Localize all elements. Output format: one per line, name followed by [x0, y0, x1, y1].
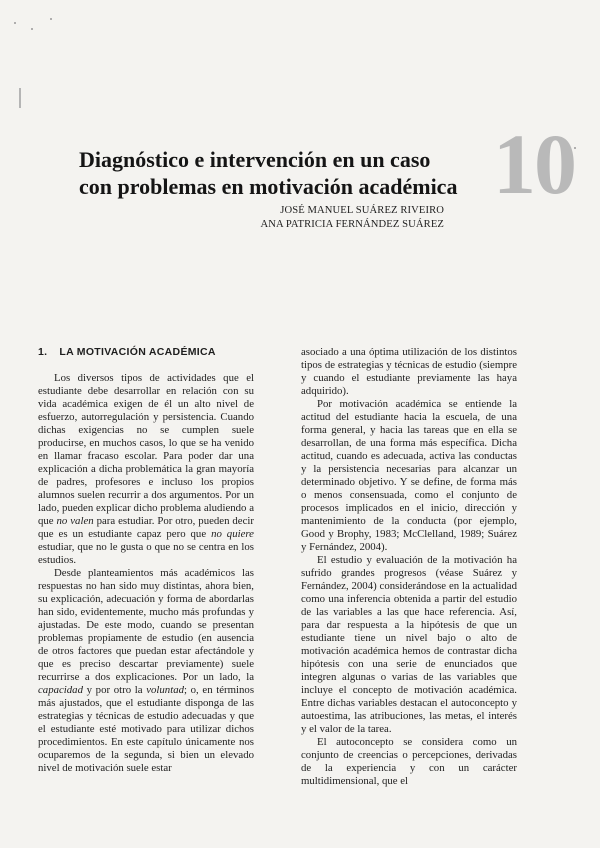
- paragraph: El estudio y evaluación de la motivación ha sufrido grandes progresos (véase Suárez y Fernández, 2004) considerándose en la actualidad como una inferencia obtenida a partir del estudio de las variables a las que hace referencia. Así, para dar respuesta a la hipótesis de que un estudiante tiene un nivel bajo o alto de motivación académica hemos de contrastar dicha hipótesis con una serie de enunciados que integren algunas o varias de las variables que incluye el concepto de motivación académica. Entre dichas variables destacan el autoconcepto y autoestima, las atribuciones, las metas, el interés y el valor de la tarea.: [301, 554, 517, 735]
- chapter-title-line-1: Diagnóstico e intervención en un caso: [79, 147, 431, 172]
- emphasis-text: no valen: [56, 515, 94, 527]
- author-name: JOSÉ MANUEL SUÁREZ RIVEIRO: [280, 205, 444, 216]
- right-column: [301, 346, 517, 788]
- chapter-number: 10: [493, 116, 575, 212]
- paragraph-text: y por otro la: [86, 684, 143, 696]
- emphasis-text: no quiere: [211, 528, 254, 540]
- paragraph-text: para estudiar. Por otro, pueden decir que es un estudiante capaz pero que: [38, 515, 254, 540]
- scan-artifact: [19, 88, 21, 108]
- emphasis-text: voluntad: [146, 684, 185, 696]
- author-name: ANA PATRICIA FERNÁNDEZ SUÁREZ: [260, 219, 444, 230]
- paragraph: [38, 372, 254, 567]
- paragraph: [38, 567, 254, 775]
- emphasis-text: capacidad: [38, 684, 83, 696]
- section-number: 1.: [38, 346, 48, 358]
- paragraph-text: estudiar, que no le gusta o que no se centra en los estudios.: [38, 541, 254, 566]
- paragraph-text: Desde planteamientos más académicos las respuestas no han sido muy distintas, ahora bien, su explicación, adecuación y forma de abordarlas han sido, evidentemente, mucho más profundas y ajustadas. De este modo, cuando se presentan problemas propiamente de estudio (en ausencia de otros factores que puedan estar afectándole y que es preciso descartar previamente) suele recurrirse a dos explicaciones. Por un lado, la: [38, 567, 254, 683]
- section-heading: [38, 346, 216, 359]
- author-list: [260, 204, 444, 232]
- left-column: [38, 372, 254, 775]
- section-title: LA MOTIVACIÓN ACADÉMICA: [59, 346, 216, 358]
- chapter-title: [79, 146, 459, 200]
- chapter-title-line-2: con problemas en motivación académica: [79, 174, 458, 199]
- paragraph-text: Los diversos tipos de actividades que el estudiante debe desarrollar en relación con su vida académica exigen de él un alto nivel de esfuerzo, autorregulación y persistencia. Cuando dichas exigencias no se cumplen suele producirse, en muchos casos, lo que se ha venido en llamar fracaso escolar. Para poder dar una explicación a dicha problemática la gran mayoría de padres, profesores e incluso los propios alumnos suelen recurrir a dos argumentos. Por un lado, pueden explicar dicho problema aludiendo a que: [38, 372, 254, 527]
- paragraph: Por motivación académica se entiende la actitud del estudiante hacia la escuela, de una forma general, y hacia las tareas que en ella se desarrollan, de una forma más específica. Dicha actitud, cuando es adecuada, activa las conductas y la persistencia necesarias para alcanzar un determinado objetivo. Y se define, de forma más o menos consensuada, como el conjunto de procesos implicados en el inicio, dirección y mantenimiento de la conducta (por ejemplo, Good y Brophy, 1983; McClelland, 1989; Suárez y Fernández, 2004).: [301, 398, 517, 553]
- paragraph-text: ; o, en términos más ajustados, que el estudiante disponga de las estrategias y técnicas de estudio adecuadas y que el estudiante esté motivado para utilizar dichos procedimientos. En este capítulo únicamente nos ocuparemos de la segunda, si bien un elevado nivel de motivación suele estar: [38, 684, 255, 774]
- paragraph: El autoconcepto se considera como un conjunto de creencias o percepciones, derivadas de la experiencia y con un carácter multidimensional, que el: [301, 736, 517, 787]
- paragraph: asociado a una óptima utilización de los distintos tipos de estrategias y técnicas de estudio (siempre y cuando el estudiante previamente las haya adquirido).: [301, 346, 517, 397]
